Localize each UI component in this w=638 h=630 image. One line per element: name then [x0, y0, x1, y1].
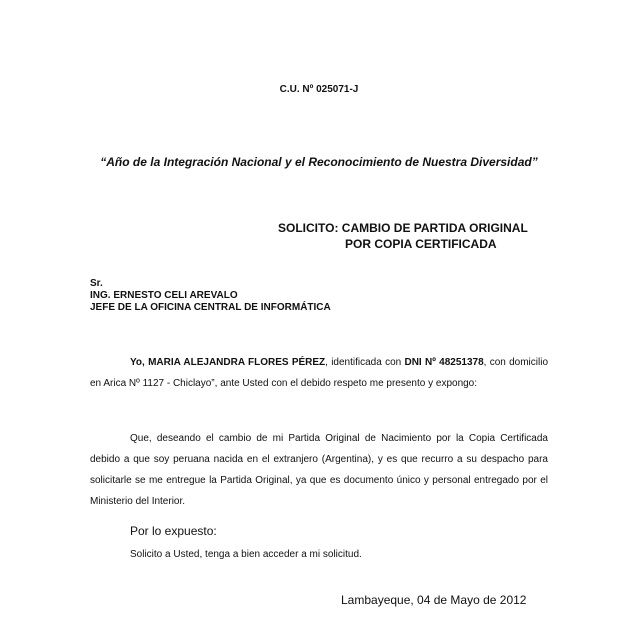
cu-number: C.U. Nº 025071-J	[279, 84, 359, 95]
addressee-salutation: Sr.	[90, 278, 103, 289]
intro-rest: , con domicilio en Arica Nº 1127 - Chiclayo”, ante Usted con el debido respeto me presento y expongo:	[90, 357, 548, 389]
request-paragraph	[90, 428, 548, 512]
request-paragraph-text: Que, deseando el cambio de mi Partida Original de Nacimiento por la Copia Certificada debido a que soy peruana nacida en el extranjero (Argentina), y es que recurro a su despacho para solicitarle se me entregue la Partida Original, ya que es documento único y personal entregado por el Ministerio del Interior.	[90, 433, 548, 507]
por-lo-expuesto: Por lo expuesto:	[130, 524, 217, 538]
addressee-position: JEFE DE LA OFICINA CENTRAL DE INFORMÁTICA	[90, 302, 331, 313]
subject-line-2: POR COPIA CERTIFICADA	[345, 237, 497, 251]
addressee-name: ING. ERNESTO CELI AREVALO	[90, 290, 238, 301]
dni-number: DNI Nº 48251378	[404, 357, 484, 368]
intro-mid: , identificada con	[325, 357, 405, 368]
year-motto: “Año de la Integración Nacional y el Reconocimiento de Nuestra Diversidad”	[100, 155, 538, 169]
intro-yo: Yo,	[130, 357, 149, 368]
request-line: Solicito a Usted, tenga a bien acceder a mi solicitud.	[130, 549, 362, 560]
place-date: Lambayeque, 04 de Mayo de 2012	[341, 593, 527, 607]
subject-line-1: SOLICITO: CAMBIO DE PARTIDA ORIGINAL	[278, 221, 528, 235]
intro-paragraph	[90, 352, 548, 394]
applicant-name: MARIA ALEJANDRA FLORES PÉREZ	[148, 357, 326, 368]
